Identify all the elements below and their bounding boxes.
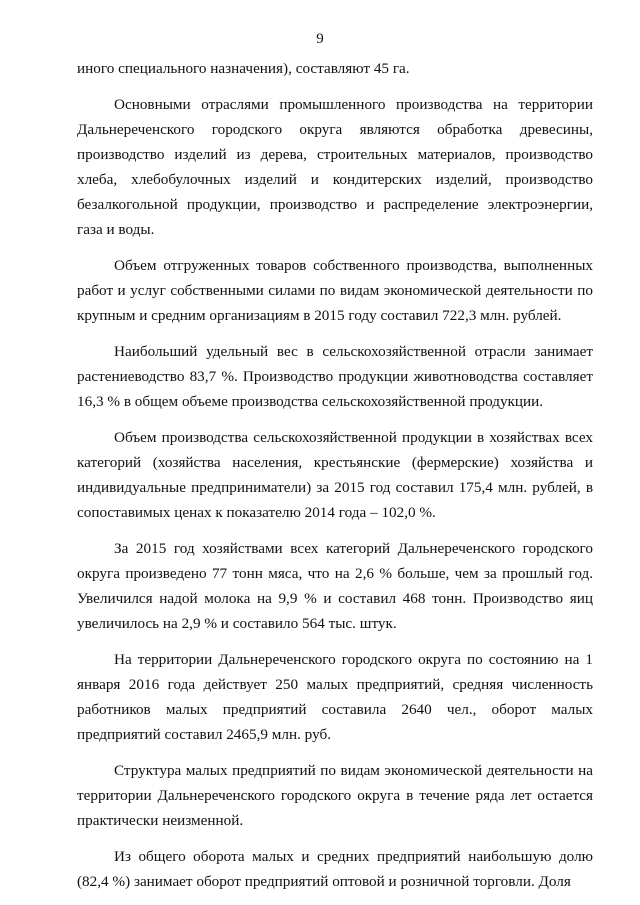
paragraph-livestock-output: За 2015 год хозяйствами всех категорий Дальнереченского городского округа произведено 77 тонн мяса, что на 2,6 % больше, чем за прошлый год. Увеличился надой молока на 9,9 % и составил 468 тонн. Производство яиц увеличилось на 2,9 % и составило 564 тыс. штук. (77, 540, 593, 632)
page-number: 9 (316, 31, 324, 47)
paragraph-industry-sectors: Основными отраслями промышленного производства на территории Дальнереченского городского округа являются обработка древесины, производство изделий из дерева, строительных материалов, производство хлеба, хлебобулочных изделий и кондитерских изделий, производство безалкогольной продукции, производство и распределение электроэнергии, газа и воды. (77, 96, 593, 238)
paragraph-enterprise-structure: Структура малых предприятий по видам экономической деятельности на территории Дальнереченского городского округа в течение ряда лет остается практически неизменной. (77, 762, 593, 829)
paragraph-agriculture-share: Наибольший удельный вес в сельскохозяйственной отрасли занимает растениеводство 83,7 %. Производство продукции животноводства составляет 16,3 % в общем объеме производства сельскохозяйственной продукции. (77, 343, 593, 410)
paragraph-small-enterprises: На территории Дальнереченского городского округа по состоянию на 1 января 2016 года действует 250 малых предприятий, средняя численность работников малых предприятий составила 2640 чел., оборот малых предприятий составил 2465,9 млн. руб. (77, 651, 593, 743)
paragraph-turnover-share: Из общего оборота малых и средних предприятий наибольшую долю (82,4 %) занимает оборот предприятий оптовой и розничной торговли. Доля (77, 848, 593, 890)
paragraph-agriculture-volume: Объем производства сельскохозяйственной продукции в хозяйствах всех категорий (хозяйства населения, крестьянские (фермерские) хозяйства и индивидуальные предприниматели) за 2015 год составил 175,4 млн. рублей, в сопоставимых ценах к показателю 2014 года – 102,0 %. (77, 429, 593, 521)
document-body (77, 56, 593, 905)
paragraph-shipped-goods: Объем отгруженных товаров собственного производства, выполненных работ и услуг собственными силами по видам экономической деятельности по крупным и средним организациям в 2015 году составил 722,3 млн. рублей. (77, 257, 593, 324)
paragraph-continuation: иного специального назначения), составляют 45 га. (77, 60, 410, 77)
